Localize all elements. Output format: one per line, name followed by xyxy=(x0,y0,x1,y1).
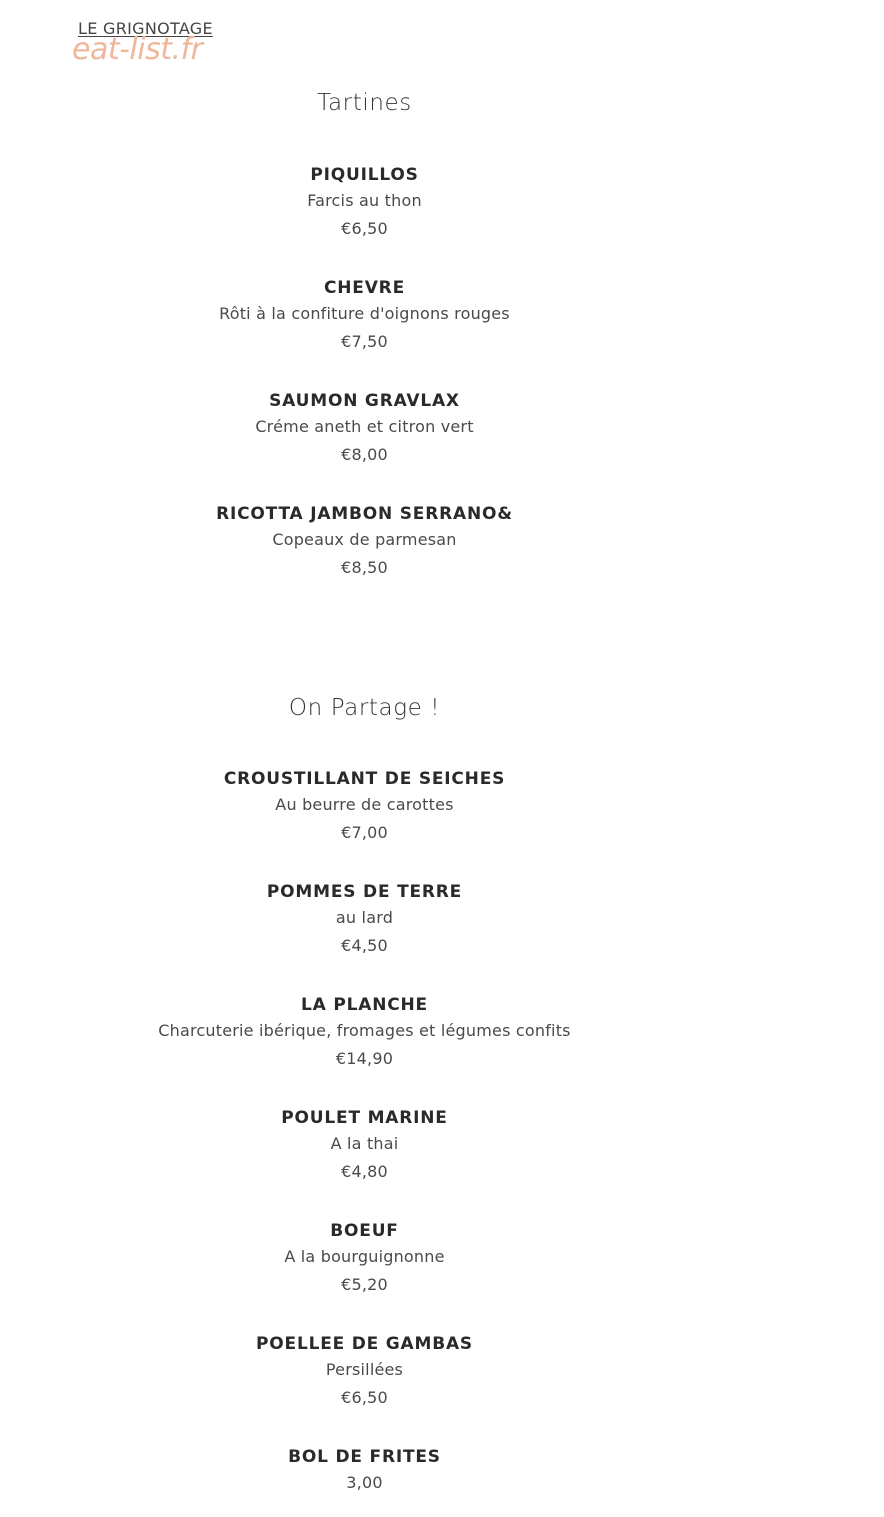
item-name: LA PLANCHE xyxy=(301,995,428,1015)
menu-items-list xyxy=(0,767,729,1497)
item-description: A la bourguignonne xyxy=(284,1247,445,1266)
menu-item xyxy=(0,163,729,276)
item-description: Rôti à la confiture d'oignons rouges xyxy=(219,304,510,323)
menu-items-list xyxy=(0,163,729,582)
menu-item xyxy=(0,1219,729,1332)
menu-item xyxy=(0,276,729,389)
menu-item xyxy=(0,1445,729,1497)
menu-item xyxy=(0,1106,729,1219)
item-name: RICOTTA JAMBON SERRANO& xyxy=(216,504,513,524)
menu-item xyxy=(0,1332,729,1445)
item-price: €7,50 xyxy=(341,332,388,351)
item-name: BOL DE FRITES xyxy=(288,1447,441,1467)
section-tartines xyxy=(0,89,729,582)
item-price: €7,00 xyxy=(341,823,388,842)
item-description: au lard xyxy=(335,908,394,927)
item-description: 3,00 xyxy=(346,1473,383,1492)
menu-item xyxy=(0,502,729,582)
item-price: €4,50 xyxy=(341,936,388,955)
item-price: €6,50 xyxy=(341,219,388,238)
item-price: €6,50 xyxy=(341,1388,388,1407)
item-price: €8,50 xyxy=(341,558,388,577)
watermark-logo: eat-list.fr xyxy=(72,32,203,67)
item-description: A la thai xyxy=(330,1134,399,1153)
item-name: BOEUF xyxy=(330,1221,399,1241)
item-name: SAUMON GRAVLAX xyxy=(269,391,460,411)
item-name: POMMES DE TERRE xyxy=(266,882,463,902)
item-description: Au beurre de carottes xyxy=(275,795,454,814)
item-name: CHEVRE xyxy=(324,278,405,298)
section-title: Tartines xyxy=(317,90,412,116)
nav-link-le-grignotage[interactable]: LE GRIGNOTAGE xyxy=(78,19,213,38)
item-name: CROUSTILLANT DE SEICHES xyxy=(223,769,506,789)
item-description: Persillées xyxy=(325,1360,404,1379)
item-price: €8,00 xyxy=(341,445,388,464)
item-description: Copeaux de parmesan xyxy=(272,530,457,549)
item-price: €5,20 xyxy=(341,1275,388,1294)
section-on-partage xyxy=(0,694,729,1497)
item-price: €4,80 xyxy=(341,1162,388,1181)
item-price: €14,90 xyxy=(335,1049,394,1068)
item-description: Charcuterie ibérique, fromages et légumes confits xyxy=(158,1021,571,1040)
menu-item xyxy=(0,993,729,1106)
menu-item xyxy=(0,767,729,880)
menu-item xyxy=(0,389,729,502)
item-description: Créme aneth et citron vert xyxy=(255,417,474,436)
section-title: On Partage ! xyxy=(288,695,441,721)
item-description: Farcis au thon xyxy=(307,191,422,210)
menu-item xyxy=(0,880,729,993)
item-name: POULET MARINE xyxy=(281,1108,448,1128)
item-name: POELLEE DE GAMBAS xyxy=(256,1334,473,1354)
item-name: PIQUILLOS xyxy=(310,165,419,185)
